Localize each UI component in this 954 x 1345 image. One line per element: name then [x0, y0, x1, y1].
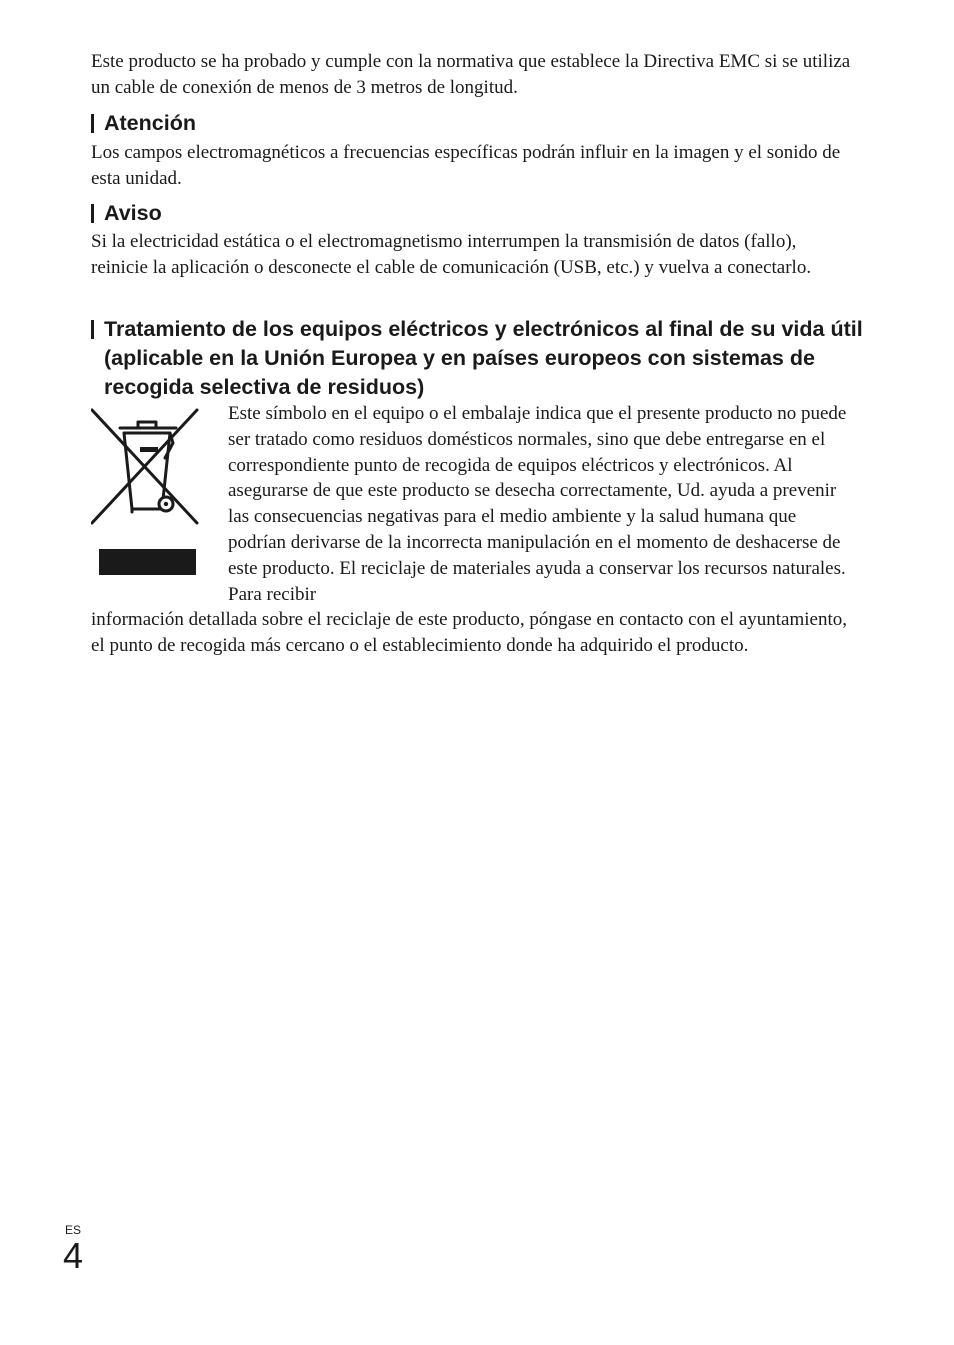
weee-paragraph-continued: información detallada sobre el reciclaje de este producto, póngase en contacto con el ayuntamiento, el punto de recogida más cercano o el establecimiento donde ha adquirido el producto.: [91, 609, 847, 656]
aviso-paragraph: Si la electricidad estática o el electromagnetismo interrumpen la transmisión de datos (fallo), reinicie la aplicación o desconecte el cable de comunicación (USB, etc.) y vuelva a conectarlo.: [91, 231, 812, 278]
page-language-label: ES: [65, 1223, 82, 1237]
heading-bar: [91, 320, 94, 339]
weee-paragraph: Este símbolo en el equipo o el embalaje indica que el presente producto no puede ser tratado como residuos domésticos normales, sino que debe entregarse en el correspondiente punto de recogida de equipos eléctricos y electrónicos. Al asegurarse de que este producto se desecha correctamente, Ud. ayuda a prevenir las consecuencias negativas para el medio ambiente y la salud humana que podrían derivarse de la incorrecta manipulación en el momento de deshacerse de este producto. El reciclaje de materiales ayuda a conservar los recursos naturales. Para recibir: [228, 403, 847, 605]
atencion-paragraph: Los campos electromagnéticos a frecuencias específicas podrán influir en la imagen y el sonido de esta unidad.: [91, 142, 841, 189]
crossed-out-wheelie-bin-icon: [91, 408, 201, 578]
section-title: Tratamiento de los equipos eléctricos y electrónicos al final de su vida útil (aplicable en la Unión Europea y en países europeos con sistemas de recogida selectiva de residuos): [104, 317, 863, 399]
section-heading-atencion: [91, 109, 871, 138]
section-title: Atención: [104, 111, 196, 135]
section-heading-weee: [91, 315, 871, 402]
page-number: 4: [63, 1235, 84, 1276]
heading-bar: [91, 114, 94, 133]
intro-paragraph: Este producto se ha probado y cumple con la normativa que establece la Directiva EMC si se utiliza un cable de conexión de menos de 3 metros de longitud.: [91, 51, 851, 98]
section-title: Aviso: [104, 201, 162, 225]
section-heading-aviso: [91, 199, 871, 228]
heading-bar: [91, 204, 94, 223]
